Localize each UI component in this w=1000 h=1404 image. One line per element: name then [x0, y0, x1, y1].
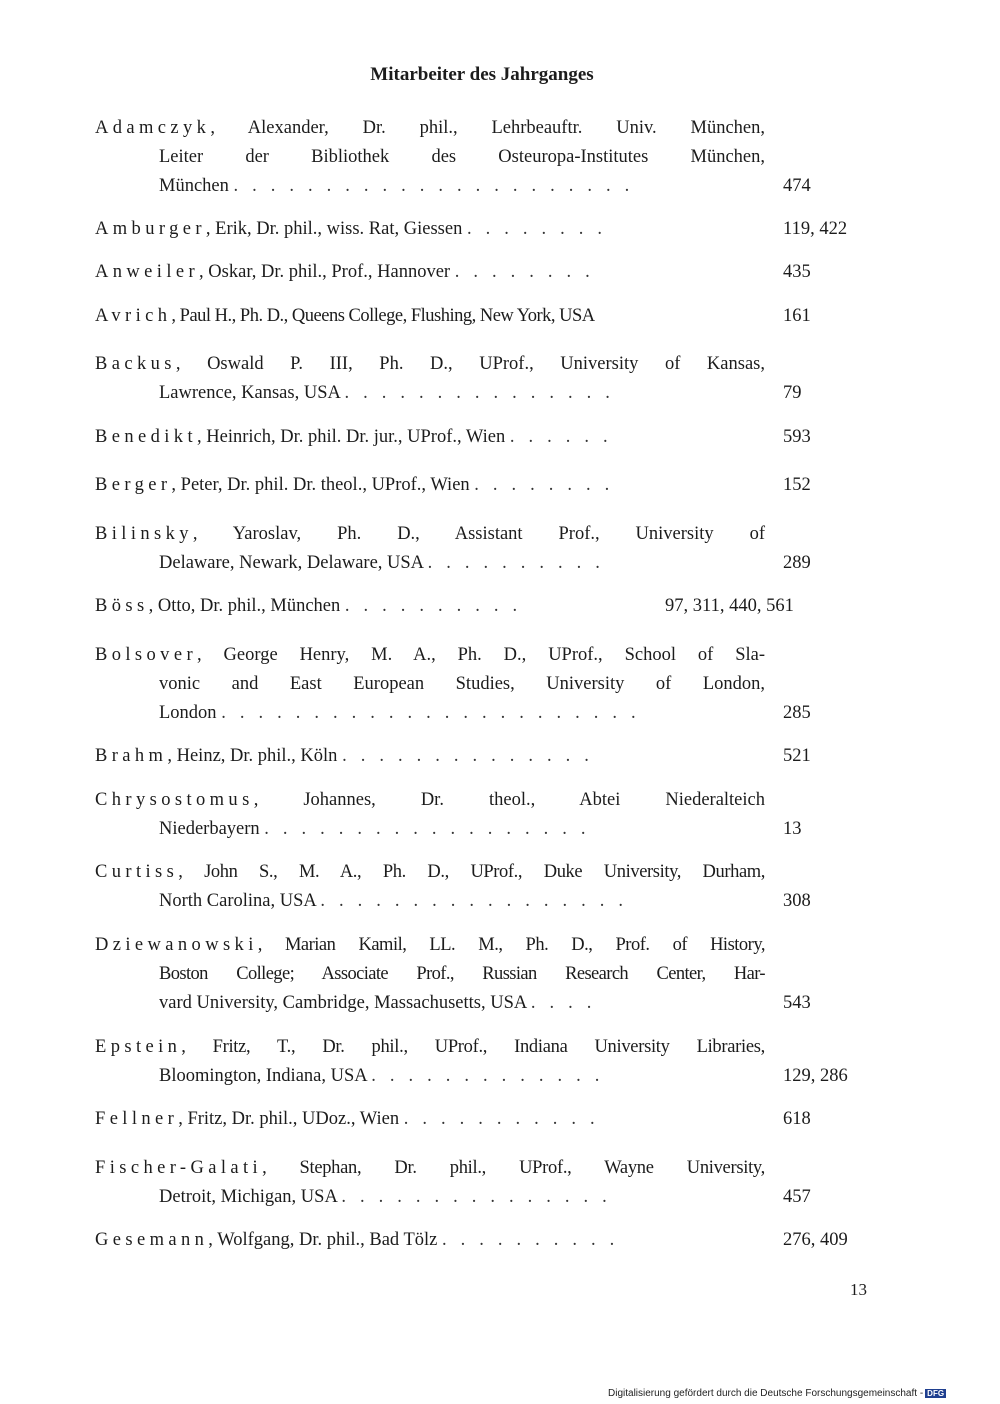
contributor-entry [95, 114, 765, 201]
entry-text: , Heinrich, Dr. phil. Dr. jur., UProf., Wien [197, 427, 506, 447]
entry-line [95, 1062, 765, 1091]
entry-text: , Oskar, Dr. phil., Prof., Hannover [199, 262, 451, 282]
entry-line [95, 1105, 765, 1134]
dot-leader: ...................... [233, 176, 644, 196]
entry-line [95, 1226, 765, 1255]
page-reference: 618 [783, 1109, 811, 1129]
entry-text: , Alexander, Dr. phil., Lehrbeauftr. Univ. München, [210, 118, 765, 138]
contributor-entry [95, 1226, 765, 1255]
entry-text: München [159, 176, 229, 196]
entry-line [95, 641, 765, 670]
entry-text: London [159, 703, 217, 723]
entry-text: , John S., M. A., Ph. D., UProf., Duke University, Durham, [178, 862, 765, 882]
entry-text: North Carolina, USA [159, 891, 316, 911]
entry-text: vard University, Cambridge, Massachusetts, USA [159, 993, 527, 1013]
page-reference: 285 [783, 703, 811, 723]
dot-leader: ............... [344, 383, 624, 403]
entry-text: Bloomington, Indiana, USA [159, 1066, 367, 1086]
page-reference: 79 [783, 383, 802, 403]
page-reference: 152 [783, 475, 811, 495]
page-reference: 521 [783, 746, 811, 766]
contributor-surname: Avrich [95, 306, 172, 326]
contributor-entry [95, 742, 765, 771]
contributor-entry [95, 858, 765, 916]
dot-leader: ........ [466, 219, 616, 239]
contributor-entry [95, 520, 765, 578]
contributor-surname: Fellner [95, 1109, 179, 1129]
page-reference: 276, 409 [783, 1230, 848, 1250]
entry-line [95, 960, 765, 989]
contributor-surname: Böss [95, 596, 149, 616]
contributor-surname: Bilinsky [95, 524, 193, 544]
page-reference: 289 [783, 553, 811, 573]
contributor-surname: Backus [95, 354, 176, 374]
dfg-logo: DFG [927, 1388, 945, 1398]
entry-line [95, 258, 765, 287]
entry-line [95, 143, 765, 172]
entry-line [95, 815, 765, 844]
page-reference: 308 [783, 891, 811, 911]
entry-line [95, 887, 765, 916]
contributor-surname: Brahm [95, 746, 168, 766]
page-reference: 457 [783, 1187, 811, 1207]
digitization-footer [608, 1388, 946, 1399]
entry-text: , Marian Kamil, LL. M., Ph. D., Prof. of History, [257, 935, 765, 955]
entry-line [95, 423, 765, 452]
contributor-entry [95, 1105, 765, 1134]
dot-leader: .......... [427, 553, 614, 573]
page-reference: 129, 286 [783, 1066, 848, 1086]
dot-leader: ...... [509, 427, 622, 447]
dot-leader: ............. [371, 1066, 614, 1086]
contributor-entry [95, 350, 765, 408]
entry-text: , Fritz, Dr. phil., UDoz., Wien [178, 1109, 400, 1129]
entry-text: Leiter der Bibliothek des Osteuropa-Institutes München, [159, 147, 765, 167]
entry-line [95, 302, 765, 331]
contributor-entry [95, 215, 765, 244]
entry-line [95, 215, 765, 244]
page-reference: 474 [783, 176, 811, 196]
entry-text: , Wolfgang, Dr. phil., Bad Tölz [208, 1230, 438, 1250]
contributor-surname: Chrysostomus [95, 790, 254, 810]
dot-leader: .............. [342, 746, 603, 766]
page-reference: 161 [783, 306, 811, 326]
entry-text: , Stephan, Dr. phil., UProf., Wayne University, [262, 1158, 765, 1178]
entry-line [95, 931, 765, 960]
contributor-entry [95, 786, 765, 844]
entry-line [95, 520, 765, 549]
dot-leader: ........... [403, 1109, 609, 1129]
contributor-surname: Bolsover [95, 645, 198, 665]
entry-text: , Fritz, T., Dr. phil., UProf., Indiana University Libraries, [181, 1037, 765, 1057]
contributor-entry [95, 423, 765, 452]
dot-leader: ............... [341, 1187, 621, 1207]
entry-line [95, 742, 765, 771]
entry-line [95, 699, 765, 728]
entry-line [95, 1183, 765, 1212]
page-reference: 543 [783, 993, 811, 1013]
page-reference: 435 [783, 262, 811, 282]
entry-line [95, 471, 765, 500]
page-reference: 13 [783, 819, 802, 839]
dot-leader: ....................... [221, 703, 650, 723]
entry-line [95, 1033, 765, 1062]
contributor-surname: Berger [95, 475, 172, 495]
entry-line [95, 858, 765, 887]
contributor-entry [95, 931, 765, 1018]
entry-line [95, 1154, 765, 1183]
contributor-entry [95, 1154, 765, 1212]
entry-text: Lawrence, Kansas, USA [159, 383, 340, 403]
page-number: 13 [850, 1280, 867, 1299]
entry-line [95, 786, 765, 815]
dot-leader: ................. [320, 891, 637, 911]
dot-leader: .................. [264, 819, 600, 839]
entry-text: Delaware, Newark, Delaware, USA [159, 553, 424, 573]
contributor-surname: Benedikt [95, 427, 197, 447]
page-reference: 593 [783, 427, 811, 447]
entry-text: , Heinz, Dr. phil., Köln [167, 746, 338, 766]
page-reference: 119, 422 [783, 219, 848, 239]
entry-text: , Erik, Dr. phil., wiss. Rat, Giessen [205, 219, 463, 239]
contributor-surname: Gesemann [95, 1230, 209, 1250]
entry-text: , Otto, Dr. phil., München [148, 596, 341, 616]
entry-line [95, 670, 765, 699]
entry-line [95, 114, 765, 143]
entry-text: Boston College; Associate Prof., Russian Research Center, Har- [159, 964, 765, 984]
entry-line [95, 172, 765, 201]
contributor-entry [95, 302, 765, 331]
page-reference: 97, 311, 440, 561 [665, 596, 794, 616]
contributor-surname: Epstein [95, 1037, 182, 1057]
entry-text: , Peter, Dr. phil. Dr. theol., UProf., Wien [171, 475, 470, 495]
entry-text: vonic and East European Studies, University of London, [159, 674, 765, 694]
contributor-surname: Fischer-Galati [95, 1158, 263, 1178]
entry-line [95, 989, 765, 1018]
entry-text: , Paul H., Ph. D., Queens College, Flushing, New York, USA [171, 306, 595, 326]
entry-text: , Oswald P. III, Ph. D., UProf., University of Kansas, [175, 354, 765, 374]
entry-line [95, 350, 765, 379]
contributor-entry [95, 471, 765, 500]
contributor-surname: Curtiss [95, 862, 179, 882]
contributor-entry [95, 641, 765, 728]
contributor-surname: Amburger [95, 219, 206, 239]
entry-text: , Yaroslav, Ph. D., Assistant Prof., University of [192, 524, 765, 544]
contributor-entry [95, 258, 765, 287]
contributor-surname: Dziewanowski [95, 935, 258, 955]
entry-text: Detroit, Michigan, USA [159, 1187, 337, 1207]
dot-leader: .... [530, 993, 606, 1013]
contributor-surname: Anweiler [95, 262, 200, 282]
entry-line [95, 549, 765, 578]
entry-text: , Johannes, Dr. theol., Abtei Niederalteich [253, 790, 765, 810]
page-title: Mitarbeiter des Jahrganges [370, 64, 594, 85]
entry-text: Niederbayern [159, 819, 260, 839]
entry-text: , George Henry, M. A., Ph. D., UProf., School of Sla- [197, 645, 765, 665]
dot-leader: ........ [454, 262, 604, 282]
dot-leader: .......... [344, 596, 532, 616]
dot-leader: .......... [441, 1230, 629, 1250]
dot-leader: ........ [474, 475, 624, 495]
footer-text: Digitalisierung gefördert durch die Deutsche Forschungsgemeinschaft - [608, 1388, 924, 1399]
contributor-entry [95, 1033, 765, 1091]
entry-line [95, 379, 765, 408]
contributor-surname: Adamczyk [95, 118, 211, 138]
